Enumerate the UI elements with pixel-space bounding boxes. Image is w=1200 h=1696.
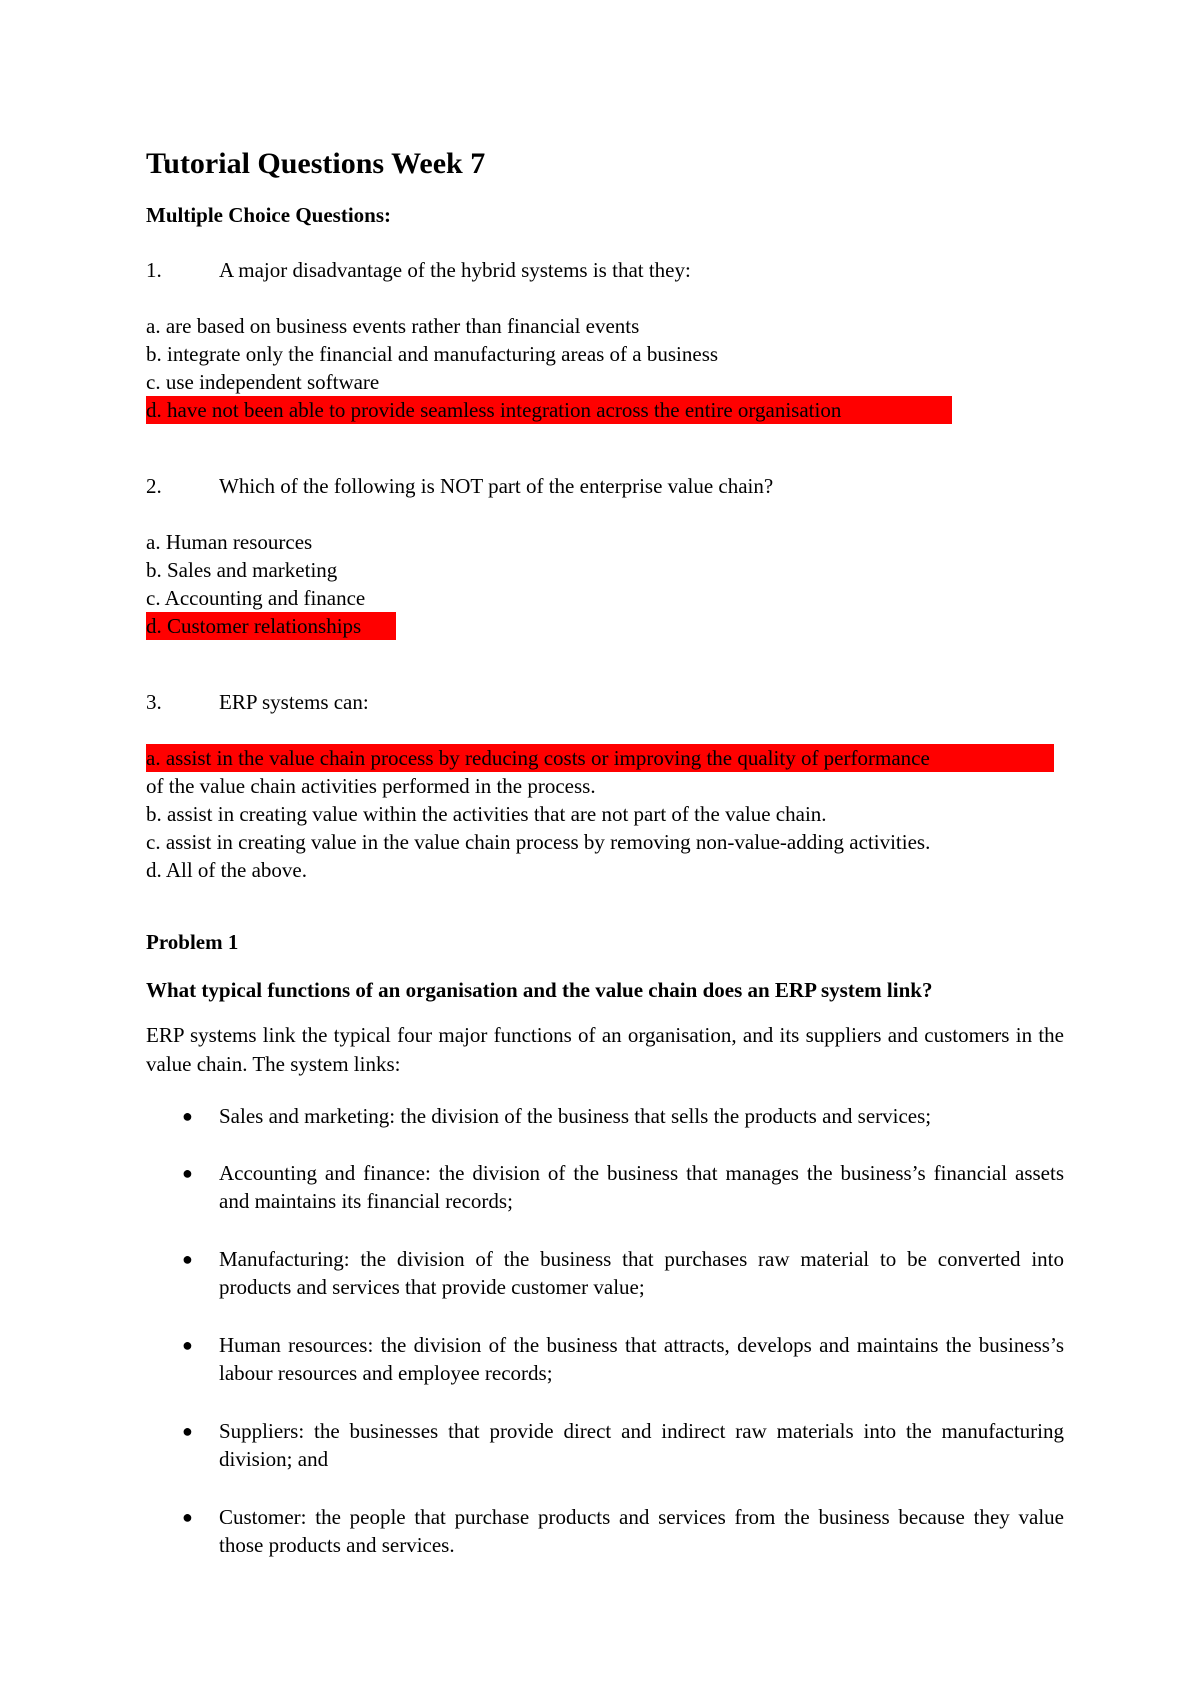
question-3-option-d: d. All of the above. (146, 858, 307, 882)
question-1-option-d-answer: d. have not been able to provide seamless integration across the entire organisation (146, 396, 952, 424)
question-1-option-c: c. use independent software (146, 370, 380, 394)
question-1-option-a: a. are based on business events rather than financial events (146, 314, 640, 338)
bullet-icon: ● (182, 1249, 193, 1269)
question-2-option-c: c. Accounting and finance (146, 586, 366, 610)
question-3-number: 3. (146, 690, 162, 714)
question-3-option-c: c. assist in creating value in the value chain process by removing non-value-adding activities. (146, 830, 931, 854)
question-2-option-d-answer: d. Customer relationships (146, 612, 396, 640)
question-1-option-b: b. integrate only the financial and manufacturing areas of a business (146, 342, 719, 366)
page-title: Tutorial Questions Week 7 (146, 147, 486, 180)
bullet-item-manufacturing: Manufacturing: the division of the business that purchases raw material to be converted into products and services that provide customer value; (219, 1247, 1064, 1299)
bullet-icon: ● (182, 1421, 193, 1441)
question-3-option-b: b. assist in creating value within the activities that are not part of the value chain. (146, 802, 827, 826)
question-3-text: ERP systems can: (219, 690, 369, 714)
question-2-text: Which of the following is NOT part of the enterprise value chain? (219, 474, 774, 498)
problem-heading: Problem 1 (146, 930, 239, 954)
bullet-item-sales: Sales and marketing: the division of the business that sells the products and services; (219, 1104, 932, 1128)
problem-intro: ERP systems link the typical four major functions of an organisation, and its suppliers and customers in the value chain. The system links: (146, 1023, 1064, 1076)
mcq-heading: Multiple Choice Questions: (146, 203, 391, 227)
bullet-icon: ● (182, 1163, 193, 1183)
problem-question: What typical functions of an organisation and the value chain does an ERP system link? (146, 978, 933, 1002)
question-2-number: 2. (146, 474, 162, 498)
bullet-icon: ● (182, 1507, 193, 1527)
question-2-option-a: a. Human resources (146, 530, 313, 554)
question-1-number: 1. (146, 258, 162, 282)
bullet-icon: ● (182, 1106, 193, 1126)
question-3-option-a-continued: of the value chain activities performed in the process. (146, 774, 596, 798)
bullet-icon: ● (182, 1335, 193, 1355)
bullet-item-human-resources: Human resources: the division of the business that attracts, develops and maintains the business’s labour resources and employee records; (219, 1333, 1064, 1385)
bullet-item-suppliers: Suppliers: the businesses that provide direct and indirect raw materials into the manufacturing division; and (219, 1419, 1064, 1471)
bullet-item-accounting: Accounting and finance: the division of the business that manages the business’s financial assets and maintains its financial records; (219, 1161, 1064, 1213)
bullet-item-customer: Customer: the people that purchase products and services from the business because they value those products and services. (219, 1505, 1064, 1557)
question-2-option-b: b. Sales and marketing (146, 558, 338, 582)
question-1-text: A major disadvantage of the hybrid systems is that they: (219, 258, 691, 282)
question-3-option-a-answer: a. assist in the value chain process by reducing costs or improving the quality of performance (146, 744, 1054, 772)
